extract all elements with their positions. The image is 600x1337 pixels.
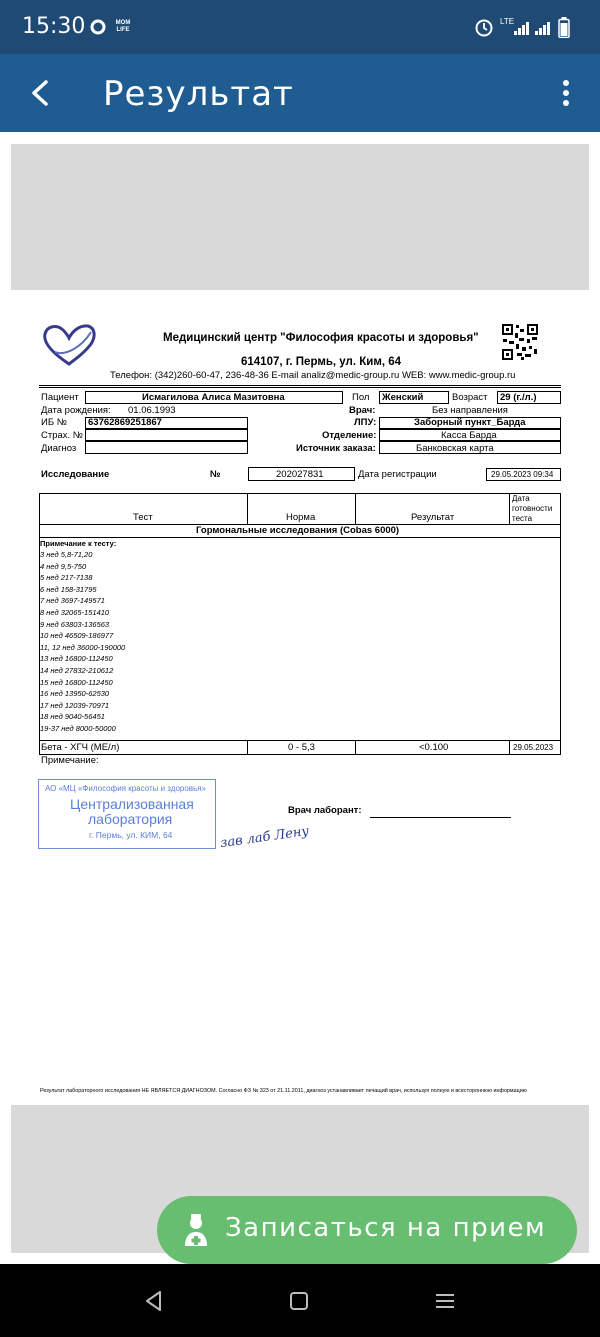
source-value: Банковская карта — [416, 443, 494, 454]
stamp-line-3: лаборатория — [88, 811, 173, 827]
clinic-contacts: Телефон: (342)260-60-47, 236-48-36 E-mail analiz@medic-group.ru WEB: www.medic-group.ru — [110, 370, 516, 381]
lpu-label: ЛПУ: — [354, 417, 377, 428]
ib-value: 63762869251867 — [88, 417, 162, 428]
result-norm: 0 - 5,3 — [288, 742, 315, 753]
test-notes — [40, 549, 125, 735]
back-arrow-icon[interactable] — [28, 78, 52, 108]
home-square-icon[interactable] — [289, 1291, 309, 1311]
note-line: 14 нед 27832-210612 — [40, 665, 114, 675]
remark-label: Примечание: — [41, 755, 99, 766]
note-line: 7 нед 3697-149571 — [40, 596, 105, 606]
study-number: 202027831 — [276, 469, 324, 480]
lab-stamp — [38, 779, 216, 849]
recents-menu-icon[interactable] — [435, 1291, 455, 1311]
insurance-label: Страх. № — [41, 430, 83, 441]
more-vert-icon[interactable] — [558, 78, 574, 108]
clinic-address: 614107, г. Пермь, ул. Ким, 64 — [241, 356, 402, 368]
doctor-label: Врач: — [349, 405, 376, 416]
section-title: Гормональные исследования (Cobas 6000) — [196, 525, 400, 536]
clinic-name: Медицинский центр "Философия красоты и здоровья" — [163, 332, 479, 344]
system-nav-bar — [0, 1264, 600, 1337]
registration-label: Дата регистрации — [358, 469, 437, 480]
book-appointment-button[interactable] — [157, 1196, 577, 1264]
note-line: 11, 12 нед 36000-190000 — [40, 642, 126, 652]
app-bar — [0, 54, 600, 132]
signature: зав лаб Лену — [219, 823, 310, 852]
patient-label: Пациент — [41, 392, 79, 403]
column-test: Тест — [133, 512, 153, 523]
mom-life-icon: MOM LIFE — [115, 20, 131, 33]
patient-name: Исмагилова Алиса Мазитовна — [142, 392, 285, 403]
age-value: 29 (г./л.) — [500, 392, 537, 403]
dob-label: Дата рождения: — [41, 405, 111, 416]
ad-placeholder-top — [11, 144, 589, 290]
note-line: 3 нед 5,8-71,20 — [40, 550, 93, 559]
dob-value: 01.06.1993 — [128, 405, 176, 416]
battery-icon — [558, 17, 570, 38]
sex-value: Женский — [382, 392, 424, 403]
registration-date: 29.05.2023 09:34 — [491, 470, 554, 479]
note-line: 18 нед 9040-56451 — [40, 712, 105, 722]
disclaimer: Результат лабораторного исследования НЕ ЯВЛЯЕТСЯ ДИАГНОЗОМ. Согласно ФЗ № 323 от 21.11.2011, диагноз устанавливает лечащий врач, используя полную и всестороннюю информацию — [40, 1088, 527, 1094]
lte-label: LTE — [500, 17, 515, 26]
note-line: 16 нед 13950-62530 — [40, 689, 110, 699]
note-line: 13 нед 16800-112450 — [40, 654, 113, 664]
result-value: <0.100 — [419, 742, 449, 753]
study-number-label: № — [210, 469, 221, 480]
note-line: 17 нед 12039-70971 — [40, 700, 110, 710]
note-line: 10 нед 46509-186977 — [40, 631, 114, 641]
note-line: 5 нед 217-7138 — [40, 573, 93, 583]
diagnosis-label: Диагноз — [41, 443, 77, 454]
column-result: Результат — [411, 512, 455, 523]
clinic-logo — [41, 322, 97, 368]
lab-result-document — [0, 290, 600, 1105]
study-label: Исследование — [41, 469, 110, 480]
lab-doctor-label: Врач лаборант: — [288, 805, 362, 816]
lte-signal-icon — [513, 20, 531, 36]
lpu-value: Заборный пункт_Барда — [414, 417, 526, 428]
department-label: Отделение: — [322, 430, 377, 441]
result-test-name: Бета - ХГЧ (МЕ/л) — [41, 742, 120, 753]
note-line: 8 нед 32065-151410 — [40, 607, 110, 617]
sex-label: Пол — [352, 392, 370, 403]
alarm-icon — [474, 17, 494, 37]
note-line: 4 нед 9,5-750 — [40, 561, 87, 571]
department-value: Касса Барда — [441, 430, 497, 441]
book-appointment-label: Записаться на прием — [225, 1213, 547, 1243]
back-triangle-icon[interactable] — [144, 1290, 164, 1312]
qr-code-icon — [501, 323, 539, 361]
doctor-icon — [183, 1213, 209, 1247]
column-norm: Норма — [286, 512, 316, 523]
status-time: 15:30 — [22, 14, 86, 39]
note-line: 9 нед 63803-136563 — [40, 619, 110, 629]
age-label: Возраст — [452, 392, 488, 403]
ib-label: ИБ № — [41, 417, 67, 428]
result-date: 29.05.2023 — [513, 743, 554, 752]
page-title: Результат — [103, 74, 294, 114]
status-bar — [0, 0, 600, 54]
stamp-line-2: Централизованная — [70, 796, 194, 812]
note-line: 19-37 нед 8000-50000 — [40, 723, 116, 733]
stamp-line-1: АО «МЦ «Философия красоты и здоровья» — [45, 784, 207, 793]
column-ready-date: Дата готовности теста — [512, 494, 553, 523]
doctor-value: Без направления — [432, 405, 508, 416]
whatsapp-icon — [89, 18, 107, 36]
signal-icon — [534, 20, 552, 36]
note-line: 6 нед 158-31795 — [40, 584, 97, 594]
stamp-line-4: г. Пермь, ул. КИМ, 64 — [89, 830, 173, 840]
note-title: Примечание к тесту: — [40, 539, 117, 548]
note-line: 15 нед 16800-112450 — [40, 677, 113, 687]
source-label: Источник заказа: — [296, 443, 376, 454]
